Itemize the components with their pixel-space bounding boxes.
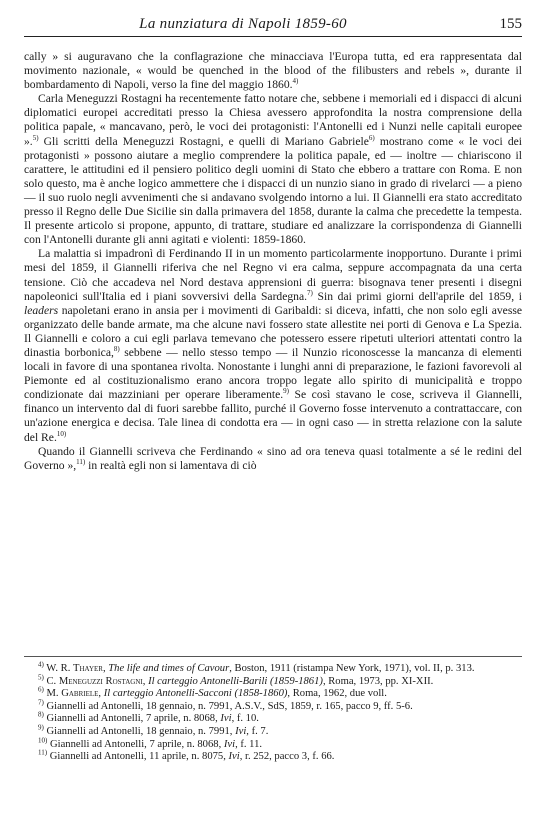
text-run: Giannelli ad Antonelli, 11 aprile, n. 8075,	[47, 751, 229, 763]
paragraph	[24, 247, 522, 444]
author-name: Meneguzzi Rostagni	[58, 675, 143, 687]
footnote-ref: 10)	[56, 429, 67, 438]
footnote	[24, 710, 522, 726]
text-run: , Boston, 1911 (ristampa New York, 1971), vol. II, p. 313.	[229, 663, 475, 674]
author-name: Thayer	[73, 663, 103, 674]
text-run: ,	[102, 663, 109, 674]
italic-text: Ivi	[223, 738, 236, 750]
text-run: Giannelli ad Antonelli, 7 aprile, n. 8068,	[43, 713, 221, 725]
footnote	[24, 723, 522, 739]
text-run: Giannelli ad Antonelli, 7 aprile, n. 8068,	[47, 738, 224, 750]
text-run: W. R.	[43, 663, 73, 674]
text-run: , r. 252, pacco 3, f. 66.	[239, 751, 335, 763]
page-number: 155	[499, 16, 522, 32]
text-run: , Roma, 1962, due voll.	[287, 688, 387, 700]
text-run: La malattia si impadronì di Ferdinando II in un momento particolarmente inopportuno. Durante i primi mesi del 1859, il Giannelli riferiva che nel Regno vi era calma, seppure accompagnata da una certa tensione. Ciò che accadeva nel Nord destava apprensioni di guerra: bisognava tener presenti i disegni napoleonici sull'Italia ed i piani sovversivi della Sardegna.	[24, 247, 522, 303]
paragraph	[24, 92, 522, 247]
footnote	[24, 660, 522, 676]
text-run: Gli scritti della Meneguzzi Rostagni, e quelli di Mariano Gabriele	[38, 134, 369, 148]
footnote-ref: 4)	[292, 77, 299, 86]
text-run: Quando il Giannelli scriveva che Ferdinando « sino ad ora teneva quasi totalmente a sé le redini del Governo »,	[24, 444, 522, 472]
footnote-separator	[24, 656, 522, 657]
text-run: Carla Meneguzzi Rostagni ha recentemente fatto notare che, sebbene i memoriali ed i dispacci di alcuni diplomatici europei accreditati presso la Chiesa avessero approfondita la nostra comprensione della politica papale, « mancavano, però, le voci dei protagonisti: l'Antonelli ed i Nunzi nelle capitali europee ».	[24, 92, 522, 148]
text-run: , f. 11.	[235, 738, 263, 750]
text-run: Se così stavano le cose, scriveva il Giannelli, financo un intervento dal di fuori sarebbe fallito, purché il Governo fosse intervenuto a contrattaccare, con un'azione energica e decisa. Tale linea di condotta era — in ogni caso — in stretta relazione con la salute del Re.	[24, 388, 523, 444]
italic-text: Il carteggio Antonelli-Sacconi (1858-1860)	[103, 688, 288, 700]
text-run: mostrano come « le voci dei protagonisti » possono aiutare a meglio comprendere la politica papale, ed — inoltre — chiariscono il carattere, le attitudini ed il pensiero politico degli uomini di Stato che ebbero a trattare con Roma. E non solo questo, ma è anche logico ammettere che i dispacci di un nunzio siano in grado di rivelarci — a pieno — il suo ruolo negli avvenimenti che si andavano svolgendo intorno a lui. Il Giannelli era stato accreditato presso il Regno delle Due Sicilie sin dalla primavera del 1858, durante la calma che precedette la tempesta. Il presente articolo si propone, appunto, di trattare, studiare ed analizzare la corrispondenza di Giannelli con l'Antonelli durante gli anni agitati e violenti: 1859-1860.	[24, 134, 522, 247]
text-run: sebbene — nello stesso tempo — il Nunzio riconoscesse la mancanza di elementi locali in favore di una spontanea rivolta. Nonostante i lunghi anni di preparazione, le fazioni favorevoli al Piemonte ed al costituzionalismo erano ancora troppo legate allo spirito di municipalità e troppo condizionate dai mazziniani per operare liberamente.	[24, 345, 523, 402]
paragraph	[24, 50, 522, 92]
footnote-ref: 8)	[113, 345, 120, 354]
footnote-ref: 6)	[38, 685, 44, 694]
text-run: Giannelli ad Antonelli, 18 gennaio, n. 7991, A.S.V., SdS, 1859, r. 165, pacco 9, ff. 5-6.	[43, 700, 413, 712]
paragraph	[24, 445, 522, 473]
footnote-ref: 10)	[38, 736, 48, 745]
text-run: Giannelli ad Antonelli, 18 gennaio, n. 7991,	[43, 725, 236, 737]
footnote-ref: 5)	[38, 673, 44, 682]
running-header	[24, 14, 522, 37]
text-run: , f. 7.	[246, 725, 269, 737]
footnote	[24, 685, 522, 701]
author-name: Gabriele	[61, 688, 99, 700]
footnote	[24, 673, 522, 689]
text-run: napoletani erano in ansia per i movimenti di Garibaldi: si diceva, infatti, che non solo egli avesse organizzato delle bande armate, ma che alcune navi fossero state allestite nei porti di Genova e La Spezia. Il Giannelli e coloro a cui egli parlava temevano che potessero essere ripetuti ulteriori attentati contro la dinastia borbonica,	[24, 303, 522, 359]
text-run: , f. 10.	[231, 713, 259, 725]
italic-text: Ivi	[235, 725, 247, 737]
footnote-ref: 9)	[38, 723, 44, 732]
footnote-ref: 6)	[368, 133, 375, 142]
italic-text: leaders	[24, 303, 59, 317]
footnote	[24, 748, 522, 764]
footnote	[24, 736, 522, 752]
text-run: ,	[98, 688, 104, 700]
text-run: , Roma, 1973, pp. XI-XII.	[322, 675, 434, 687]
text-run: C.	[43, 675, 59, 687]
footnote-ref: 11)	[76, 457, 86, 466]
footnote	[24, 698, 522, 714]
footnote-ref: 5)	[32, 133, 39, 142]
text-run: Sin dai primi giorni dell'aprile del 1859, i	[312, 289, 522, 303]
text-run: cally » si auguravano che la conflagrazione che minacciava l'Europa tutta, ed era rappresentata dal movimento nazionale, « would be quenched in the blood of the filibusters and rebels », durante il bombardamento di Napoli, verso la fine del maggio 1860.	[24, 50, 522, 92]
footnotes	[24, 656, 522, 764]
text-run: in realtà egli non si lamentava di ciò	[85, 458, 257, 472]
footnote-ref: 9)	[283, 387, 289, 396]
footnote-ref: 8)	[38, 710, 44, 719]
italic-text: Ivi	[220, 713, 232, 725]
text-run: M.	[43, 688, 62, 700]
footnote-ref: 4)	[38, 660, 44, 669]
running-title: La nunziatura di Napoli 1859-60	[139, 16, 347, 32]
text-run: ,	[142, 675, 149, 687]
main-text	[24, 50, 522, 473]
italic-text: The life and times of Cavour	[108, 663, 230, 674]
footnote-ref: 7)	[38, 698, 44, 707]
footnote-ref: 7)	[307, 288, 313, 297]
italic-text: Ivi	[228, 751, 240, 763]
italic-text: Il carteggio Antonelli-Barili (1859-1861)	[148, 675, 323, 687]
footnote-ref: 11)	[38, 748, 48, 757]
